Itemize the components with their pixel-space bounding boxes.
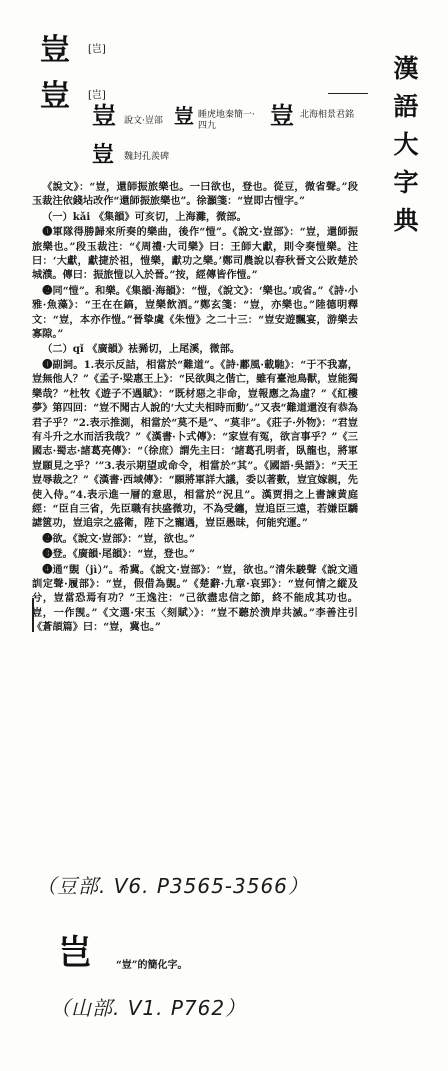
entry-paragraph: ❶副詞。1.表示反詰，相當於“難道”。《詩·鄘風·載馳》：“于不我嘉，豈無他人？”《孟子·梁惠王上》：“民欲與之偕亡，雖有臺池鳥獸，豈能獨樂哉？”杜牧《遊子不遇賦》：“既材惡之非命，豈報應之為虛？”《紅樓夢》第四回：“豈不聞古人說的‘大丈夫相時而動’。”又表“難道還沒有恭為君子乎？”2.表示推測，相當於“莫不是”、“莫非”。《莊子·外物》：“君豈有斗升之水而活我哉？”《漢書·卜式傳》：“家豈有冤，欲言事乎？”《三國志·蜀志·諸葛亮傳》：“（徐庶）謂先主曰：‘諸葛孔明者，臥龍也，將軍豈願見之乎？’”3.表示期望或命令，相當於“其”。《國語·吳語》：“天王豈辱裁之？”《漢書·西域傳》：“願將軍詳大議，委以著數，豈宜嫁親，先使入侍。”4.表示進一層的意思，相當於“況且”。漢贾捐之上書諫黄庭經：“臣自三省，先臣職有扶盛微功，不為受纏，豈追臣三遠，若嫌臣驕謔篋功，豈追宗之盛衛，陛下之寵遇，豈臣愚昧，何能究運。” (32, 358, 358, 530)
headword-main-tag: [岂] (88, 44, 106, 55)
variant-1-char: 豈 (92, 101, 115, 130)
entry-paragraph: ❷欲。《說文·豈部》：“豈，欲也。” (42, 532, 195, 545)
variant-2-char: 豈 (174, 104, 193, 128)
variant-3-source: 北海相景君銘 (300, 110, 355, 120)
dictionary-title-char: 字 (393, 168, 419, 197)
variant-1-source: 說文·豈部 (124, 116, 163, 126)
entry-paragraph: ❸登。《廣韻·尾韻》：“豈，登也。” (42, 548, 195, 561)
dictionary-title-char: 典 (393, 206, 419, 235)
variant-4 (92, 144, 113, 166)
entry-body (32, 180, 358, 636)
headword-second-tag: [岂] (88, 90, 106, 101)
header-rule (328, 93, 368, 94)
dictionary-title-char: 大 (393, 130, 419, 159)
entry-paragraph: ❹通“覬（jì）”。希冀。《說文·豈部》：“豈，欲也。”清朱駿聲《說文通訓定聲·履部》：“豈，假借為覬。”《楚辭·九章·哀郢》：“豈何情之縱及兮，豈當恐焉有功？”王逸注：“己欲盡忠信之節，終不能成其功也。豈，一作觊。”《文選·宋玉〈刻賦〉》：“豈不聽於溃岸共滅。”李善注引《蒼頡篇》曰：“豈，冀也。” (32, 563, 358, 634)
simplified-char: 岂 (58, 933, 91, 973)
headword-main: 豈 (40, 33, 69, 68)
variant-2 (174, 106, 193, 127)
dictionary-title-char: 語 (393, 92, 419, 121)
variant-4-char: 豈 (92, 142, 114, 168)
entry-paragraph: 《說文》：“豈，還師振旅樂也。一曰欲也，登也。從豆，微省聲。”段玉裁注依錢坫改作“還師振旅樂也”。徐灝箋：“豈即古愷字。” (32, 181, 358, 208)
handwritten-note: （豆部. V6. P3565-3566） (36, 874, 309, 898)
entry-paragraph: （二）qǐ 《廣韻》袪豨切，上尾溪，微部。 (42, 343, 241, 356)
dictionary-title (388, 50, 424, 240)
entry-paragraph: （一）kǎi 《集韻》可亥切，上海灘，微部。 (42, 210, 247, 223)
variant-4-source: 魏封孔羨碑 (124, 152, 170, 162)
entry-paragraph: ❷同“愷”。和樂。《集韻·海韻》：“愷，《說文》：‘樂也。’或省。”《詩·小雅·魚藻》：“王在在鎬，豈樂飲酒。”鄭玄箋：“豈，亦樂也。”陸德明釋文：“豈，本亦作愷。”晉挚虞《朱愷》之二十三：“豈安遊飄宴，游樂去寡隙。” (32, 284, 358, 341)
handwritten-note: （山部. V1. P762） (50, 996, 247, 1020)
variant-2-source: 睡虎地秦簡一·四九 (198, 110, 255, 131)
entry-paragraph: ❶軍隊得勝歸來所奏的樂曲，後作“愷”。《說文·豈部》：“豈，還師振旅樂也。”段玉裁注：“《周禮·大司樂》曰：王師大獻，則令奏愷樂。注曰：‘大獻，獻捷於祖，愷樂，獻功之樂。’鄭司農說以春秋晉文公敗楚於城濮。傳曰：振旅愷以入於晉。”按，經傳皆作愷。” (32, 226, 358, 282)
dictionary-title-char: 漢 (393, 54, 419, 83)
variant-3 (270, 101, 293, 130)
variant-1 (92, 101, 115, 130)
headword-second: 豈 (40, 79, 69, 114)
variant-3-char: 豈 (270, 101, 293, 130)
simplified-note: “豈”的簡化字。 (116, 960, 188, 971)
